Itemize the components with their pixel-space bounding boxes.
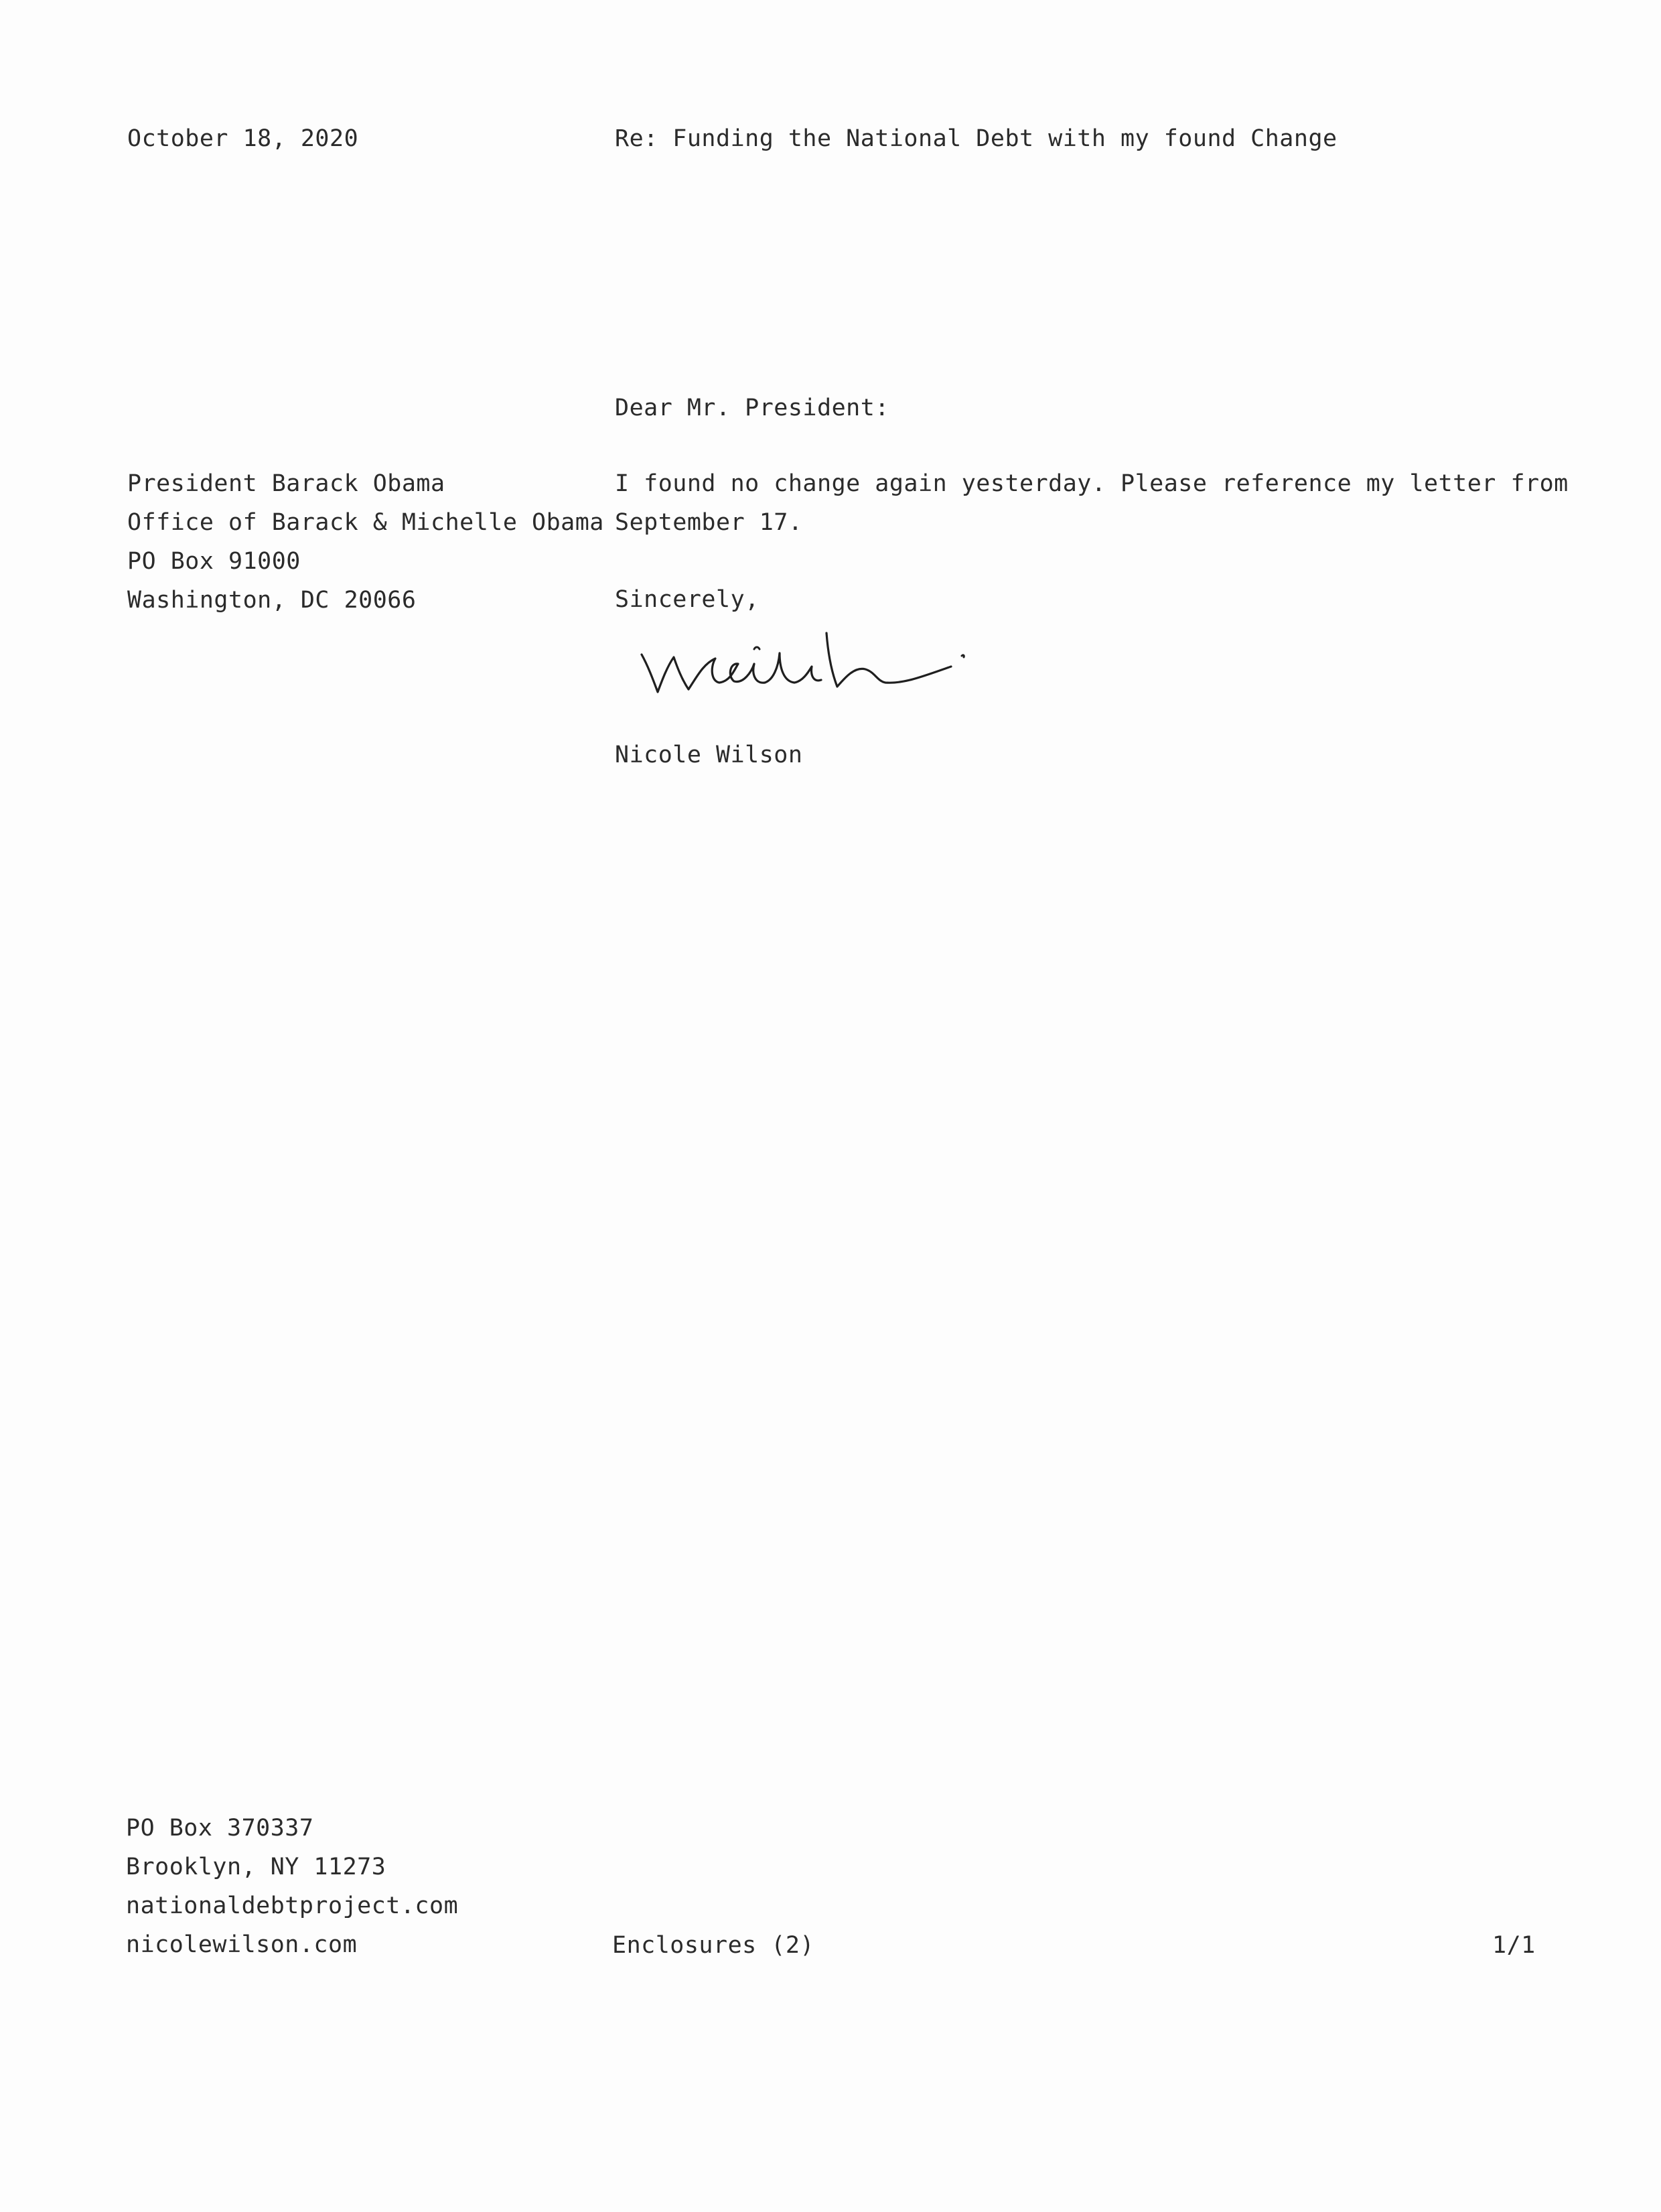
sender-po-box: PO Box 370337 [126, 1815, 314, 1842]
letter-subject: Re: Funding the National Debt with my found Change [615, 125, 1338, 152]
recipient-name: President Barack Obama [127, 470, 445, 497]
sender-city: Brooklyn, NY 11273 [126, 1854, 386, 1880]
sender-website: nationaldebtproject.com [126, 1892, 459, 1919]
letter-body [615, 464, 1569, 542]
recipient-po-box: PO Box 91000 [127, 548, 301, 575]
recipient-address [127, 464, 604, 620]
recipient-city: Washington, DC 20066 [127, 587, 417, 614]
sender-website: nicolewilson.com [126, 1931, 358, 1958]
letter-date: October 18, 2020 [127, 125, 359, 152]
recipient-office: Office of Barack & Michelle Obama [127, 509, 604, 536]
salutation: Dear Mr. President: [615, 395, 889, 421]
page-number: 1/1 [1492, 1932, 1536, 1959]
signer-name: Nicole Wilson [615, 742, 803, 768]
body-line: September 17. [615, 509, 803, 536]
closing: Sincerely, [615, 586, 760, 613]
body-line: I found no change again yesterday. Please reference my letter from [615, 470, 1569, 497]
sender-address [126, 1809, 458, 1964]
signature-icon [636, 620, 985, 707]
enclosures-note: Enclosures (2) [612, 1932, 815, 1959]
